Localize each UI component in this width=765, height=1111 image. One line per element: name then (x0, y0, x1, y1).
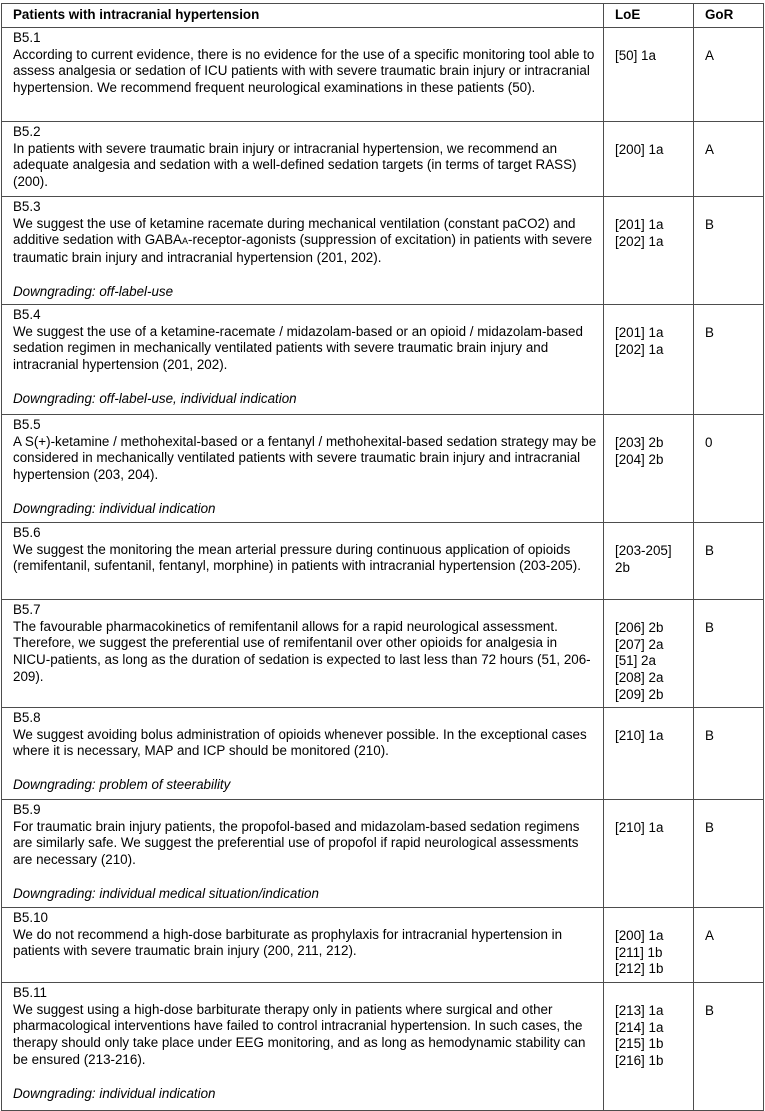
recommendation-cell (2, 414, 604, 522)
recommendation-id: B5.10 (13, 909, 48, 925)
downgrading-note: Downgrading: problem of steerability (13, 777, 231, 793)
table-row (2, 414, 764, 522)
recommendation-id: B5.11 (13, 984, 47, 1000)
gor-cell: B (694, 304, 764, 414)
recommendation-cell (2, 27, 604, 121)
recommendation-text: We suggest the use of a ketamine-racemate / midazolam-based or an opioid / midazolam-based sedation regimen in mechanically ventilated patients with severe traumatic brain injury and intracranial hypertension (201, 202). (13, 323, 583, 373)
loe-reference: [212] 1b (615, 961, 664, 977)
loe-reference: [51] 2a (615, 653, 656, 669)
downgrading-note: Downgrading: off-label-use (13, 283, 174, 299)
gor-cell: 0 (694, 414, 764, 522)
header-gor: GoR (694, 4, 764, 28)
gor-cell: B (694, 799, 764, 907)
downgrading-note: Downgrading: off-label-use, individual indication (13, 390, 297, 406)
recommendation-cell (2, 196, 604, 304)
loe-cell (604, 121, 694, 196)
downgrading-note: Downgrading: individual medical situation/indication (13, 885, 319, 901)
recommendation-text-part: -receptor-agonists (suppression of excitation) in patients with severe traumatic brain injury and intracranial hypertension (201, 202). (13, 232, 593, 266)
loe-reference: [209] 2b (615, 686, 664, 702)
loe-reference: [211] 1b (615, 944, 663, 960)
gor-cell: A (694, 121, 764, 196)
header-row (2, 4, 764, 28)
recommendation-text (13, 216, 597, 267)
loe-cell (604, 799, 694, 907)
recommendation-cell (2, 907, 604, 982)
loe-reference: [207] 2a (615, 636, 664, 652)
recommendation-text-part: We suggest the use of ketamine racemate during mechanical ventilation (constant paCO2) and additive sedation with GABA (13, 215, 576, 248)
recommendation-cell (2, 599, 604, 707)
loe-cell (604, 27, 694, 121)
gor-cell: B (694, 522, 764, 599)
table-body (2, 27, 764, 1110)
loe-reference: [204] 2b (615, 451, 664, 467)
recommendation-text: In patients with severe traumatic brain injury or intracranial hypertension, we recommend an adequate analgesia and sedation with a well-defined sedation targets (in terms of target RASS) (200). (13, 140, 577, 190)
recommendation-cell (2, 799, 604, 907)
gor-cell: B (694, 982, 764, 1110)
recommendation-cell (2, 304, 604, 414)
loe-cell (604, 707, 694, 799)
loe-reference: [200] 1a (615, 141, 664, 157)
subscript: A (181, 236, 188, 247)
loe-reference: [203-205] (615, 542, 672, 558)
recommendation-id: B5.7 (13, 601, 41, 617)
recommendation-cell (2, 121, 604, 196)
loe-reference: [50] 1a (615, 47, 656, 63)
recommendation-text: We suggest avoiding bolus administration of opioids whenever possible. In the exceptional cases where it is necessary, MAP and ICP should be monitored (210). (13, 726, 587, 759)
recommendation-text: We do not recommend a high-dose barbiturate as prophylaxis for intracranial hypertension in patients with severe traumatic brain injury (200, 211, 212). (13, 926, 563, 959)
loe-cell (604, 196, 694, 304)
table-row (2, 707, 764, 799)
recommendation-text: We suggest the monitoring the mean arterial pressure during continuous application of opioids (remifentanil, sufentanil, fentanyl, morphine) in patients with intracranial hypertension (203-205). (13, 541, 581, 574)
recommendation-id: B5.4 (13, 306, 41, 322)
loe-reference: [200] 1a (615, 927, 664, 943)
downgrading-note: Downgrading: individual indication (13, 500, 216, 516)
recommendation-id: B5.5 (13, 416, 41, 432)
loe-reference: [213] 1a (615, 1002, 664, 1018)
gor-cell: A (694, 27, 764, 121)
loe-cell (604, 304, 694, 414)
recommendation-cell (2, 522, 604, 599)
gor-cell: B (694, 599, 764, 707)
loe-reference: [208] 2a (615, 670, 664, 686)
downgrading-note: Downgrading: individual indication (13, 1085, 216, 1101)
loe-reference: [202] 1a (615, 233, 664, 249)
loe-reference: [201] 1a (615, 216, 664, 232)
recommendation-text: According to current evidence, there is no evidence for the use of a specific monitoring tool able to assess analgesia or sedation of ICU patients with with severe traumatic brain injury or intracranial hypertension. We recommend frequent neurological examinations in these patients (50). (13, 46, 595, 96)
loe-cell (604, 982, 694, 1110)
loe-reference: [203] 2b (615, 434, 664, 450)
recommendations-table (1, 3, 764, 1111)
table-row (2, 982, 764, 1110)
loe-reference: [210] 1a (615, 819, 664, 835)
recommendation-cell (2, 982, 604, 1110)
recommendation-text: The favourable pharmacokinetics of remifentanil allows for a rapid neurological assessment. Therefore, we suggest the preferential use of remifentanil over other opioids for analgesia in NICU-patients, as long as the duration of sedation is expected to last less than 72 hours (51, 206-209). (13, 618, 591, 684)
table-row (2, 121, 764, 196)
gor-cell: A (694, 907, 764, 982)
table-row (2, 907, 764, 982)
gor-cell: B (694, 196, 764, 304)
header-loe: LoE (604, 4, 694, 28)
table-header (2, 4, 764, 28)
recommendation-id: B5.9 (13, 801, 41, 817)
loe-cell (604, 599, 694, 707)
loe-reference: [214] 1a (615, 1019, 664, 1035)
table-row (2, 27, 764, 121)
recommendation-id: B5.1 (13, 29, 41, 45)
loe-reference: [206] 2b (615, 619, 664, 635)
loe-reference: [210] 1a (615, 727, 664, 743)
table-row (2, 196, 764, 304)
loe-reference: [201] 1a (615, 324, 664, 340)
recommendation-text: We suggest using a high-dose barbiturate therapy only in patients where surgical and other pharmacological interventions have failed to control intracranial hypertension. In such cases, the therapy should only take place under EEG monitoring, and as long as hemodynamic stability can be ensured (213-216). (13, 1001, 586, 1067)
table-row (2, 304, 764, 414)
loe-cell (604, 414, 694, 522)
recommendation-id: B5.6 (13, 524, 41, 540)
table-row (2, 599, 764, 707)
recommendation-id: B5.8 (13, 709, 41, 725)
recommendation-text: A S(+)-ketamine / methohexital-based or a fentanyl / methohexital-based sedation strategy may be considered in mechanically ventilated patients with severe traumatic brain injury and intracranial hypertension (203, 204). (13, 433, 597, 483)
recommendation-id: B5.3 (13, 198, 41, 214)
recommendation-cell (2, 707, 604, 799)
loe-cell (604, 522, 694, 599)
recommendation-id: B5.2 (13, 123, 41, 139)
loe-reference: 2b (615, 559, 630, 575)
header-recommendation: Patients with intracranial hypertension (2, 4, 604, 28)
table-row (2, 522, 764, 599)
loe-reference: [215] 1b (615, 1036, 664, 1052)
loe-reference: [216] 1b (615, 1053, 664, 1069)
loe-cell (604, 907, 694, 982)
recommendation-text: For traumatic brain injury patients, the propofol-based and midazolam-based sedation regimens are similarly safe. We suggest the preferential use of propofol if rapid neurological assessments are necessary (210). (13, 818, 580, 868)
gor-cell: B (694, 707, 764, 799)
table-row (2, 799, 764, 907)
loe-reference: [202] 1a (615, 341, 664, 357)
